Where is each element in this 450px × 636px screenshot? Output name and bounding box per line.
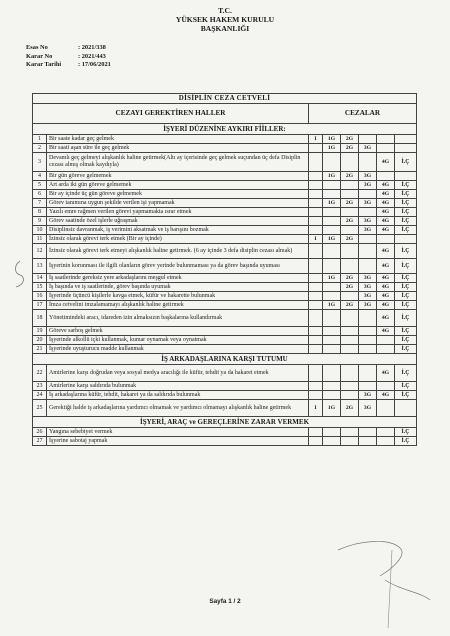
penalty-cell: 4G [377,301,395,310]
offense-text: Görev saatinde özel işlerle uğraşmak [47,217,309,226]
table-row [33,274,417,283]
penalty-cell [309,428,323,437]
offense-text: Disiplinsiz davranmak, iş verimini aksatmak ve iş barışını bozmak [47,226,309,235]
penalty-cell: I [309,400,323,417]
penalty-cell: 3G [359,172,377,181]
row-number: 22 [33,365,47,382]
offense-text: Yazılı emre rağmen verilen görevi yapmamakta ısrar etmek [47,208,309,217]
penalty-cell [341,336,359,345]
section-title: İŞYERİ DÜZENİNE AYKIRI FİİLLER: [33,124,417,135]
penalty-cell [309,144,323,153]
penalty-cell: 4G [377,226,395,235]
penalty-cell [323,437,341,446]
penalty-cell [323,382,341,391]
karar-value: : 2021/443 [78,52,106,60]
penalty-cell [309,283,323,292]
penalty-cell [377,336,395,345]
penalty-cell [359,208,377,217]
offense-text: Görev tanımına uygun şekilde verilen işi yapmamak [47,199,309,208]
penalty-cell: İ.Ç [395,199,417,208]
penalty-cell [309,391,323,400]
penalty-cell: İ.Ç [395,259,417,274]
penalty-cell [323,428,341,437]
penalty-cell [377,400,395,417]
section-title: İŞ ARKADAŞLARINA KARŞI TUTUMU [33,354,417,365]
offense-text: Amirlerine karşı saldırıda bulunmak [47,382,309,391]
header-institution: YÜKSEK HAKEM KURULU [175,15,275,24]
penalty-cell [377,235,395,244]
penalty-cell: İ.Ç [395,391,417,400]
penalty-cell: 4G [377,181,395,190]
row-number: 8 [33,208,47,217]
penalty-cell [341,259,359,274]
penalty-cell: 4G [377,190,395,199]
offense-text: İş arkadaşlarına küfür, tehdit, hakaret ya da saldırıda bulunmak [47,391,309,400]
penalty-cell: İ.Ç [395,327,417,336]
table-row [33,428,417,437]
table-row [33,235,417,244]
penalty-cell: İ.Ç [395,208,417,217]
offense-text: Gerektiği halde iş arkadaşlarına yardımcı olmamak ve yardımcı olmamayı alışkanlık haline getirmek [47,400,309,417]
penalty-cell [323,226,341,235]
penalty-cell: İ.Ç [395,244,417,259]
penalty-cell: 2G [341,400,359,417]
penalty-cell [323,345,341,354]
penalty-cell: İ.Ç [395,437,417,446]
penalty-cell: 1G [323,199,341,208]
penalty-cell [359,437,377,446]
penalty-cell: 2G [341,274,359,283]
penalty-cell [359,310,377,327]
row-number: 14 [33,274,47,283]
penalty-cell [377,135,395,144]
section-header-row [33,417,417,428]
header-tc: T.C. [218,6,232,15]
table-row [33,382,417,391]
penalty-cell: İ.Ç [395,345,417,354]
penalty-cell: İ.Ç [395,365,417,382]
table-row [33,135,417,144]
penalty-cell [323,365,341,382]
penalty-cell [309,292,323,301]
penalty-cell [323,217,341,226]
penalty-cell [309,345,323,354]
penalty-cell: İ.Ç [395,336,417,345]
penalty-cell [341,345,359,354]
penalty-cell [323,391,341,400]
penalty-column-header: CEZALAR [309,104,417,124]
table-row [33,181,417,190]
penalty-cell [309,172,323,181]
row-number: 5 [33,181,47,190]
penalty-cell: 3G [359,274,377,283]
table-row [33,244,417,259]
offense-text: İş başında ve iş saatlerinde, görev başında uyumak [47,283,309,292]
penalty-cell [359,336,377,345]
penalty-cell: I [309,235,323,244]
penalty-cell: 3G [359,400,377,417]
penalty-cell: İ.Ç [395,428,417,437]
penalty-cell: 4G [377,274,395,283]
table-row [33,310,417,327]
penalty-cell [341,382,359,391]
penalty-cell: 1G [323,144,341,153]
penalty-cell [309,199,323,208]
tarih-value: : 17/06/2021 [78,61,111,69]
table-row [33,144,417,153]
table-row [33,190,417,199]
penalty-cell [323,310,341,327]
karar-label: Karar No [26,52,53,60]
penalty-cell [395,144,417,153]
penalty-cell: 4G [377,310,395,327]
table-title: DİSİPLİN CEZA CETVELİ [33,94,417,104]
penalty-cell [341,190,359,199]
penalty-cell: 2G [341,217,359,226]
table-row [33,283,417,292]
penalty-cell: 2G [341,235,359,244]
penalty-cell [323,244,341,259]
esas-label: Esas No [26,44,48,51]
penalty-cell [377,172,395,181]
penalty-cell: 3G [359,144,377,153]
penalty-cell: 2G [341,199,359,208]
penalty-cell [395,235,417,244]
penalty-cell: İ.Ç [395,301,417,310]
penalty-cell: 3G [359,391,377,400]
row-number: 9 [33,217,47,226]
penalty-cell [341,208,359,217]
penalty-cell: 1G [323,235,341,244]
table-row [33,327,417,336]
penalty-cell: İ.Ç [395,190,417,199]
penalty-cell: 2G [341,301,359,310]
penalty-cell [377,345,395,354]
table-row [33,208,417,217]
penalty-cell: 1G [323,400,341,417]
row-number: 1 [33,135,47,144]
penalty-cell [309,190,323,199]
offense-text: Göreve sarhoş gelmek [47,327,309,336]
row-number: 6 [33,190,47,199]
offense-text: Bir saate kadar geç gelmek [47,135,309,144]
penalty-cell: 1G [323,135,341,144]
signature-scribble [330,520,440,630]
penalty-cell [341,292,359,301]
penalty-cell [377,428,395,437]
penalty-cell: 3G [359,217,377,226]
row-number: 18 [33,310,47,327]
penalty-cell [359,259,377,274]
penalty-cell [323,283,341,292]
penalty-cell [323,181,341,190]
penalty-cell [309,274,323,283]
penalty-cell [309,153,323,172]
penalty-cell [341,437,359,446]
table-row [33,172,417,181]
penalty-cell: 3G [359,301,377,310]
row-number: 11 [33,235,47,244]
offense-text: Yangına sebebiyet vermek [47,428,309,437]
penalty-cell [341,310,359,327]
offense-text: İşyerinde uyuşturucu madde kullanmak [47,345,309,354]
penalty-cell [377,437,395,446]
penalty-cell [341,181,359,190]
section-header-row [33,124,417,135]
penalty-cell [309,310,323,327]
penalty-table [32,93,417,446]
penalty-cell: İ.Ç [395,310,417,327]
penalty-cell [359,235,377,244]
row-number: 2 [33,144,47,153]
table-row [33,217,417,226]
row-number: 7 [33,199,47,208]
penalty-cell [309,244,323,259]
table-row [33,226,417,235]
penalty-cell: 3G [359,283,377,292]
penalty-cell: İ.Ç [395,181,417,190]
penalty-cell: 1G [323,274,341,283]
penalty-cell: 4G [377,217,395,226]
penalty-cell [377,382,395,391]
offense-text: İşyerinde üçüncü kişilerle kavga etmek, küfür ve hakarette bulunmak [47,292,309,301]
row-number: 16 [33,292,47,301]
row-number: 27 [33,437,47,446]
penalty-cell [341,153,359,172]
offense-column-header: CEZAYI GEREKTİREN HALLER [33,104,309,124]
penalty-cell: 4G [377,365,395,382]
penalty-cell [309,259,323,274]
table-row [33,345,417,354]
table-row [33,365,417,382]
penalty-cell [309,301,323,310]
penalty-cell [323,292,341,301]
table-row [33,437,417,446]
offense-text: Yönetimindeki aracı, idareden izin almaksızın başkalarına kullandırmak [47,310,309,327]
row-number: 19 [33,327,47,336]
penalty-cell [359,428,377,437]
penalty-cell: 4G [377,208,395,217]
page-number: Sayfa 1 / 2 [209,598,241,605]
penalty-cell [359,327,377,336]
penalty-cell: 3G [359,199,377,208]
penalty-cell: İ.Ç [395,382,417,391]
offense-text: İş saatlerinde gereksiz yere arkadaşlarını meşgul etmek [47,274,309,283]
row-number: 26 [33,428,47,437]
offense-text: Bir saati aşan süre ile geç gelmek [47,144,309,153]
penalty-cell: 4G [377,259,395,274]
penalty-cell [323,190,341,199]
row-number: 4 [33,172,47,181]
penalty-cell [359,382,377,391]
row-number: 21 [33,345,47,354]
penalty-cell: I [309,135,323,144]
penalty-cell: İ.Ç [395,226,417,235]
row-number: 24 [33,391,47,400]
penalty-cell: İ.Ç [395,217,417,226]
table-row [33,153,417,172]
penalty-cell [395,135,417,144]
penalty-cell [309,217,323,226]
penalty-cell [341,365,359,382]
table-title-row [33,94,417,104]
penalty-cell [341,226,359,235]
esas-value: : 2021/338 [78,44,106,51]
section-title: İŞYERİ, ARAÇ ve GEREÇLERİNE ZARAR VERMEK [33,417,417,428]
penalty-cell [341,391,359,400]
penalty-cell [309,181,323,190]
case-meta [26,44,111,70]
penalty-cell [309,382,323,391]
penalty-cell: 2G [341,135,359,144]
penalty-cell [323,208,341,217]
row-number: 20 [33,336,47,345]
penalty-cell: İ.Ç [395,153,417,172]
penalty-cell [323,336,341,345]
row-number: 17 [33,301,47,310]
penalty-cell: 4G [377,244,395,259]
offense-text: Bir ay içinde üç gün göreve gelmemek [47,190,309,199]
penalty-cell: 2G [341,172,359,181]
penalty-cell [377,144,395,153]
penalty-cell: 4G [377,292,395,301]
table-row [33,400,417,417]
penalty-cell [359,365,377,382]
penalty-cell: 4G [377,153,395,172]
margin-mark [10,259,30,289]
penalty-cell: İ.Ç [395,292,417,301]
row-number: 13 [33,259,47,274]
penalty-cell: 4G [377,199,395,208]
offense-text: İmza cetvelini imzalamamayı alışkanlık haline getirmek [47,301,309,310]
penalty-cell [359,244,377,259]
penalty-cell: İ.Ç [395,283,417,292]
penalty-cell: İ.Ç [395,274,417,283]
penalty-cell [395,400,417,417]
table-row [33,259,417,274]
header-department: BAŞKANLIĞI [200,24,250,33]
penalty-cell [309,226,323,235]
penalty-cell [309,437,323,446]
section-header-row [33,354,417,365]
row-number: 23 [33,382,47,391]
offense-text: Bir gün göreve gelmemek [47,172,309,181]
penalty-cell: 2G [341,144,359,153]
penalty-cell [309,336,323,345]
penalty-cell: 3G [359,292,377,301]
offense-text: Amirlerine karşı doğrudan veya sosyal medya aracılığı ile küfür, tehdit ya da hakaret etmek [47,365,309,382]
table-row [33,336,417,345]
penalty-cell: 4G [377,283,395,292]
table-row [33,292,417,301]
penalty-cell [323,327,341,336]
offense-text: İzinsiz olarak görevi terk etmek (Bir ay içinde) [47,235,309,244]
table-row [33,199,417,208]
table-row [33,301,417,310]
offense-text: İşyerinde alkollü içki kullanmak, kumar oynamak veya oynatmak [47,336,309,345]
offense-text: İşyerine sabotaj yapmak [47,437,309,446]
offense-text: İşyerinin korunması ile ilgili olanların görev yerinde bulunmaması ya da görev başında uyuması [47,259,309,274]
penalty-cell [359,345,377,354]
row-number: 15 [33,283,47,292]
row-number: 10 [33,226,47,235]
penalty-cell [323,153,341,172]
table-row [33,391,417,400]
penalty-cell [341,428,359,437]
penalty-cell: 2G [341,283,359,292]
penalty-cell: 1G [323,301,341,310]
penalty-cell [359,190,377,199]
penalty-cell [359,135,377,144]
penalty-cell: 3G [359,226,377,235]
penalty-cell: 4G [377,327,395,336]
penalty-cell [323,259,341,274]
penalty-cell: 1G [323,172,341,181]
penalty-cell [309,327,323,336]
row-number: 3 [33,153,47,172]
penalty-cell [309,365,323,382]
penalty-cell [341,244,359,259]
offense-text: Art arda iki gün göreve gelmemek [47,181,309,190]
column-header-row [33,104,417,124]
penalty-cell: 3G [359,181,377,190]
offense-text: İzinsiz olarak görevi terk etmeyi alışkanlık haline getirmek. (6 ay içinde 3 defa disiplin cezası almak) [47,244,309,259]
offense-text: Devamlı geç gelmeyi alışkanlık haline getirmek(Altı ay içerisinde geç gelmek suçundan üç defa Disiplin cezası almış olmak kaydıyla) [47,153,309,172]
penalty-cell [359,153,377,172]
penalty-cell: 4G [377,391,395,400]
row-number: 25 [33,400,47,417]
tarih-label: Karar Tarihi [26,61,62,69]
penalty-cell [395,172,417,181]
penalty-cell [341,327,359,336]
row-number: 12 [33,244,47,259]
penalty-cell [309,208,323,217]
